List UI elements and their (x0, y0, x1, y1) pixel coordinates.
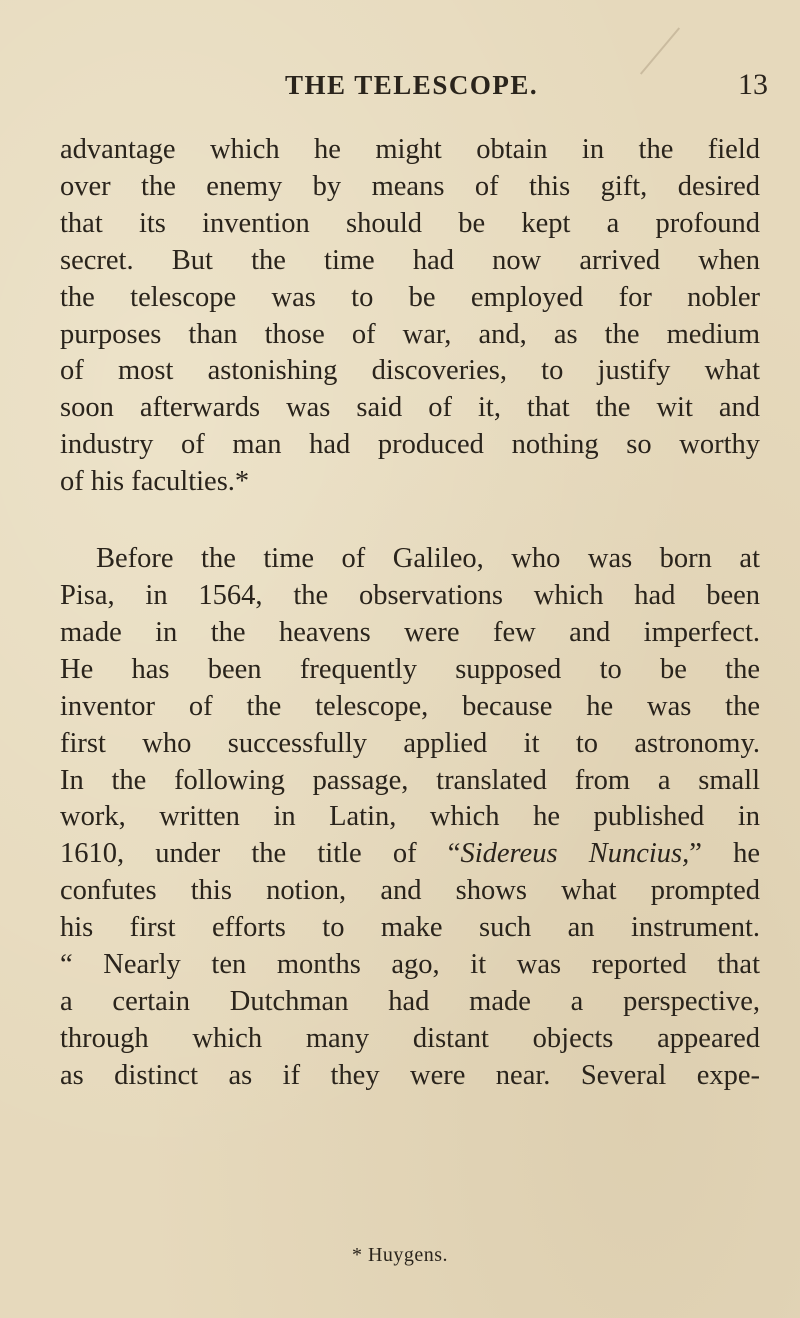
text-line: “ Nearly ten months ago, it was reported that (60, 949, 760, 981)
text-line: over the enemy by means of this gift, desired (60, 170, 760, 202)
text-line: soon afterwards was said of it, that the wit and (60, 392, 760, 424)
text-line: his first efforts to make such an instrument. (60, 912, 760, 944)
text-line: as distinct as if they were near. Several expe- (60, 1059, 760, 1091)
text-line: Pisa, in 1564, the observations which had been (60, 579, 760, 611)
paragraph-gap (60, 501, 760, 541)
text-line: made in the heavens were few and imperfect. (60, 616, 760, 648)
text-fragment: ” he (689, 838, 761, 870)
text-line: purposes than those of war, and, as the medium (60, 318, 760, 350)
text-line: secret. But the time had now arrived when (60, 244, 760, 276)
text-line: the telescope was to be employed for nobler (60, 281, 760, 313)
text-line: industry of man had produced nothing so worthy (60, 429, 760, 461)
page-header (0, 70, 800, 110)
page-number: 13 (738, 68, 768, 101)
text-line: inventor of the telescope, because he was the (60, 690, 760, 722)
text-fragment: 1610, under the title of “ (60, 838, 461, 870)
text-line: Before the time of Galileo, who was born at (96, 543, 760, 575)
body-text (60, 132, 760, 1095)
text-line: that its invention should be kept a profound (60, 207, 760, 239)
text-line: confutes this notion, and shows what prompted (60, 875, 760, 907)
running-title: THE TELESCOPE. (285, 70, 539, 100)
text-line: work, written in Latin, which he published in (60, 801, 760, 833)
text-line-with-title (60, 836, 760, 873)
paper-crease (640, 27, 680, 74)
text-line: first who successfully applied it to astronomy. (60, 727, 760, 759)
text-line: through which many distant objects appeared (60, 1022, 760, 1054)
text-line: In the following passage, translated from a small (60, 764, 760, 796)
text-line: advantage which he might obtain in the field (60, 134, 760, 165)
text-line: of most astonishing discoveries, to justify what (60, 355, 760, 387)
book-title: Sidereus Nuncius, (460, 838, 690, 870)
text-line: of his faculties.* (60, 466, 250, 498)
text-line: a certain Dutchman had made a perspective, (60, 985, 760, 1017)
text-line: He has been frequently supposed to be the (60, 653, 760, 685)
footnote: * Huygens. (351, 1244, 449, 1266)
